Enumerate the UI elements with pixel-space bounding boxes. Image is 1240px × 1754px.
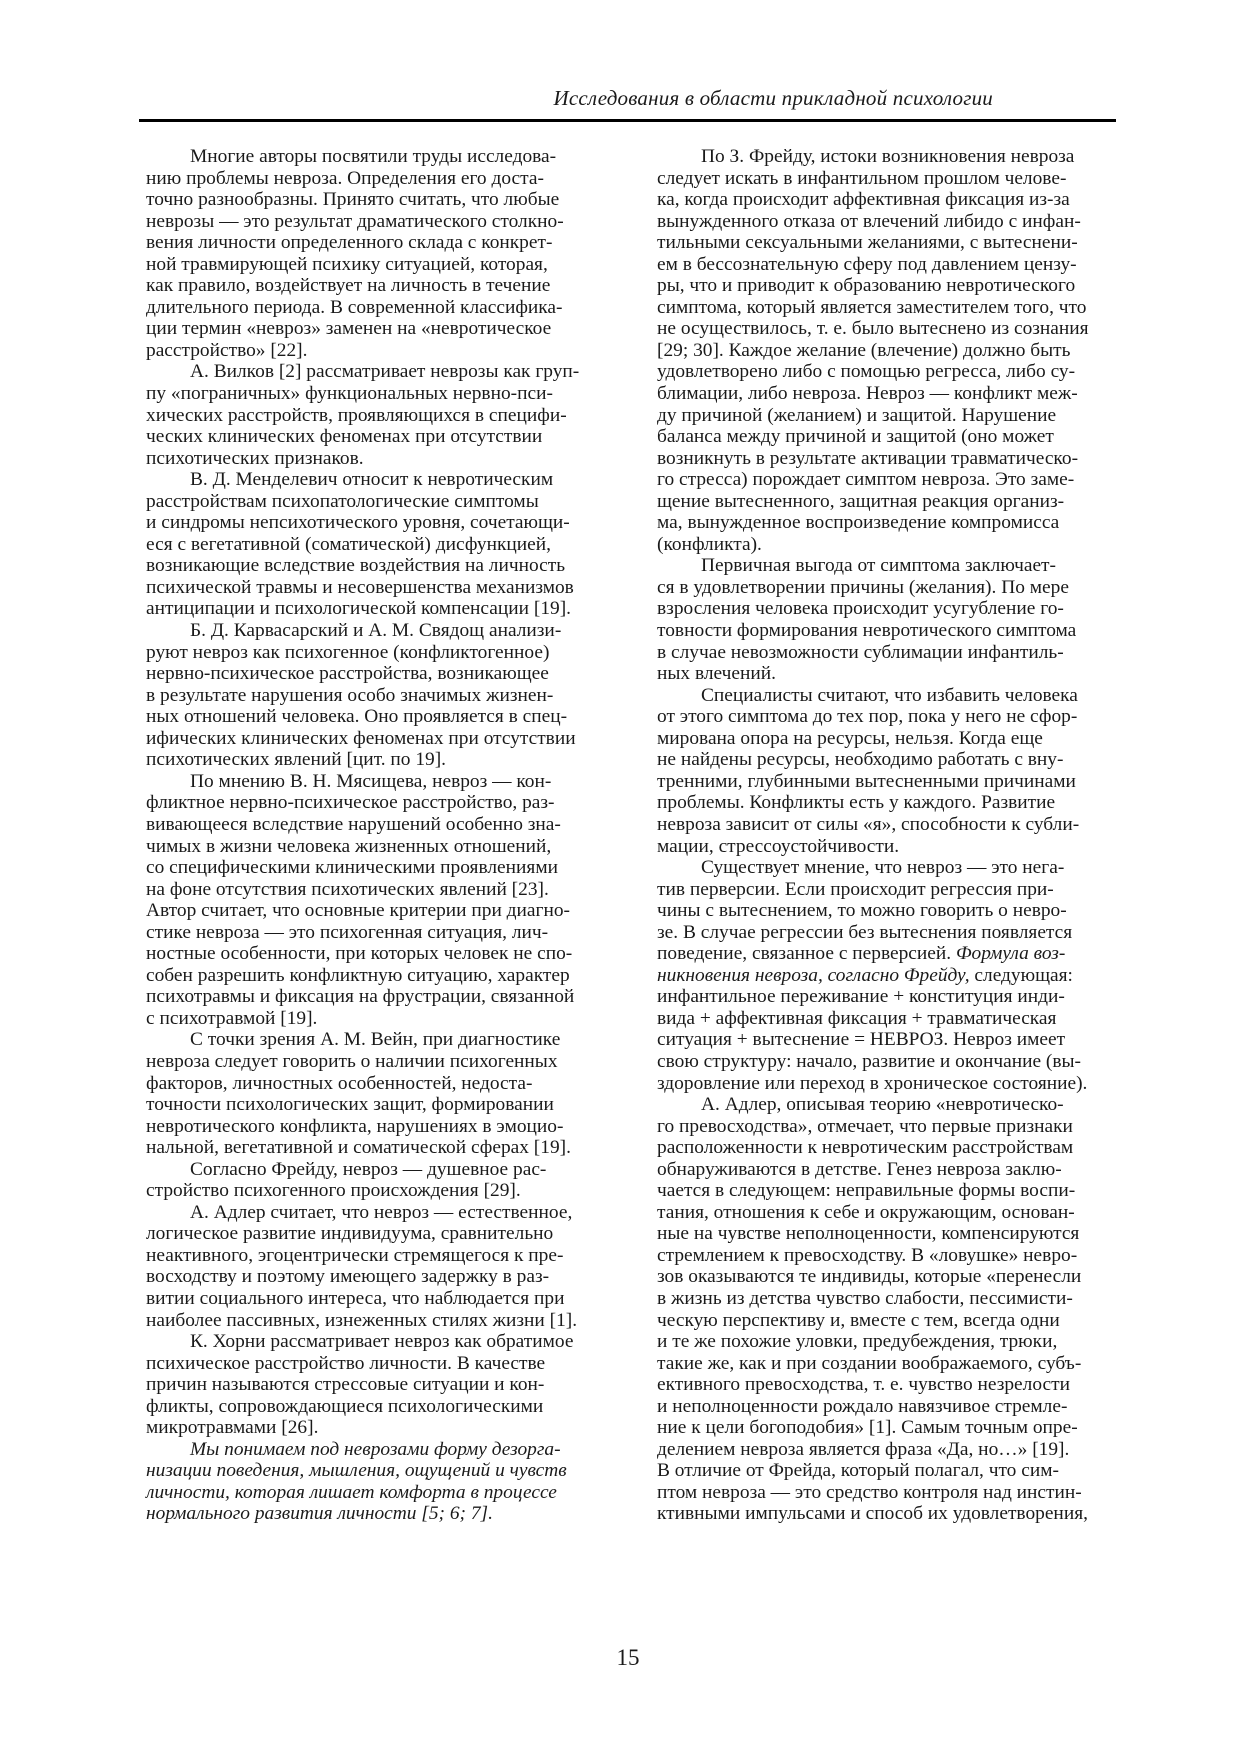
text-line: психической травмы и несовершенства механизмов bbox=[146, 576, 574, 598]
text-line: ективного превосходства, т. е. чувство незрелости bbox=[657, 1374, 1070, 1396]
paragraph bbox=[146, 1159, 603, 1202]
text-line: не найдены ресурсы, необходимо работать с вну- bbox=[657, 749, 1064, 771]
paragraph bbox=[146, 469, 603, 620]
text-line: К. Хорни рассматривает невроз как обратимое bbox=[190, 1331, 574, 1353]
text-line: А. Вилков [2] рассматривает неврозы как груп- bbox=[190, 361, 580, 383]
paragraph bbox=[657, 555, 1117, 684]
text-line: вения личности определенного склада с конкрет- bbox=[146, 232, 553, 254]
text-line: точно разнообразны. Принято считать, что любые bbox=[146, 189, 560, 211]
text-line: мации, стрессоустойчивости. bbox=[657, 835, 900, 857]
text-line: нию проблемы невроза. Определения его доста- bbox=[146, 167, 544, 189]
text-segment: поведение, связанное с перверсией. bbox=[657, 943, 956, 965]
text-line: По мнению В. Н. Мясищева, невроз — кон- bbox=[190, 770, 552, 792]
text-line: и те же похожие уловки, предубеждения, трюки, bbox=[657, 1331, 1058, 1353]
text-line: наиболее пассивных, изнеженных стилях жизни [1]. bbox=[146, 1309, 578, 1331]
text-line: стике невроза — это психогенная ситуация, лич- bbox=[146, 921, 549, 943]
text-line: невротического конфликта, нарушениях в эмоцио- bbox=[146, 1115, 564, 1137]
text-line: Существует мнение, что невроз — это нега- bbox=[701, 857, 1065, 879]
text-line: свою структуру: начало, развитие и окончание (вы- bbox=[657, 1050, 1081, 1072]
text-line: логическое развитие индивидуума, сравнительно bbox=[146, 1223, 554, 1245]
text-line: вивающееся вследствие нарушений особенно зна- bbox=[146, 813, 561, 835]
text-line: птом невроза — это средство контроля над инстин- bbox=[657, 1481, 1082, 1503]
text-line: и неполноценности рождало навязчивое стремле- bbox=[657, 1395, 1068, 1417]
text-line: следует искать в инфантильном прошлом челове- bbox=[657, 167, 1067, 189]
emphasis-text: никновения невроза, согласно Фрейду, bbox=[657, 964, 970, 986]
text-line: проблемы. Конфликты есть у каждого. Развитие bbox=[657, 792, 1056, 814]
text-line: ем в бессознательную сферу под давлением цензу- bbox=[657, 253, 1077, 275]
header-rule bbox=[139, 119, 1116, 122]
text-line: в случае невозможности сублимации инфантиль- bbox=[657, 641, 1064, 663]
text-line: от этого симптома до тех пор, пока у него не сфор- bbox=[657, 706, 1078, 728]
text-line: Первичная выгода от симптома заключает- bbox=[701, 555, 1056, 577]
text-line: тив перверсии. Если происходит регрессия при- bbox=[657, 878, 1054, 900]
text-line: тренними, глубинными вытесненными причинами bbox=[657, 770, 1076, 792]
text-line: зе. В случае регрессии без вытеснения появляется bbox=[657, 921, 1073, 943]
text-line: го стресса) порождает симптом невроза. Это заме- bbox=[657, 469, 1075, 491]
text-line: со специфическими клиническими проявлениями bbox=[146, 857, 558, 879]
page-number: 15 bbox=[616, 1645, 640, 1670]
text-line: как правило, воздействует на личность в течение bbox=[146, 275, 551, 297]
paragraph bbox=[146, 771, 603, 1030]
text-line: блимации, либо невроза. Невроз — конфликт меж- bbox=[657, 383, 1078, 405]
paragraph bbox=[146, 361, 603, 469]
text-line: здоровление или переход в хроническое состояние). bbox=[657, 1072, 1088, 1094]
text-line: чимых в жизни человека жизненных отношений, bbox=[146, 835, 552, 857]
text-line: собен разрешить конфликтную ситуацию, характер bbox=[146, 964, 570, 986]
text-line: вынужденного отказа от влечений либидо с инфан- bbox=[657, 210, 1081, 232]
text-line: фликты, сопровождающиеся психологическими bbox=[146, 1395, 544, 1417]
text-line: расстройство» [22]. bbox=[146, 339, 308, 361]
text-line: вида + аффективная фиксация + травматическая bbox=[657, 1007, 1057, 1029]
text-line: фликтное нервно-психическое расстройство, раз- bbox=[146, 792, 555, 814]
text-line: психическое расстройство личности. В качестве bbox=[146, 1352, 546, 1374]
text-line: микротравмами [26]. bbox=[146, 1417, 319, 1439]
text-line: баланса между причиной и защитой (оно может bbox=[657, 426, 1054, 448]
text-line: тания, отношения к себе и окружающим, основан- bbox=[657, 1201, 1075, 1223]
text-line: Мы понимаем под неврозами форму дезорга- bbox=[190, 1438, 561, 1460]
text-line: инфантильное переживание + конституция инди- bbox=[657, 986, 1065, 1008]
text-line: нормального развития личности [5; 6; 7]. bbox=[146, 1503, 493, 1525]
text-line: витии социального интереса, что наблюдается при bbox=[146, 1287, 565, 1309]
paragraph bbox=[657, 685, 1117, 857]
text-line: щение вытесненного, защитная реакция организ- bbox=[657, 490, 1065, 512]
text-line: ной травмирующей психику ситуацией, которая, bbox=[146, 253, 548, 275]
text-line: с психотравмой [19]. bbox=[146, 1007, 318, 1029]
text-line: в результате нарушения особо значимых жизнен- bbox=[146, 684, 554, 706]
text-line: расстройствам психопатологические симптомы bbox=[146, 490, 539, 512]
text-line: хических расстройств, проявляющихся в специфи- bbox=[146, 404, 567, 426]
text-line: чается в следующем: неправильные формы воспи- bbox=[657, 1180, 1076, 1202]
text-line: стремлением к превосходству. В «ловушке» невро- bbox=[657, 1244, 1078, 1266]
text-line: антиципации и психологической компенсации [19]. bbox=[146, 598, 572, 620]
text-line: на фоне отсутствия психотических явлений [23]. bbox=[146, 878, 549, 900]
text-line: в жизнь из детства чувство слабости, пессимисти- bbox=[657, 1287, 1073, 1309]
text-line: В. Д. Менделевич относит к невротическим bbox=[190, 469, 554, 491]
text-line: Автор считает, что основные критерии при диагно- bbox=[146, 900, 570, 922]
paragraph bbox=[657, 146, 1117, 555]
text-line: ческую перспективу и, вместе с тем, всегда одни bbox=[657, 1309, 1060, 1331]
text-line: неврозы — это результат драматического столкно- bbox=[146, 210, 564, 232]
text-line: личности, которая лишает комфорта в процессе bbox=[146, 1481, 557, 1503]
text-line: ностные особенности, при которых человек не спо- bbox=[146, 943, 573, 965]
text-line: невроза зависит от силы «я», способности к субли- bbox=[657, 813, 1080, 835]
text-line: такие же, как и при создании воображаемого, субъ- bbox=[657, 1352, 1082, 1374]
text-line: тильными сексуальными желаниями, с вытеснени- bbox=[657, 232, 1078, 254]
text-line: обнаруживаются в детстве. Генез невроза заклю- bbox=[657, 1158, 1062, 1180]
text-line: ма, вынужденное воспроизведение компромисса bbox=[657, 512, 1060, 534]
text-line: удовлетворено либо с помощью регресса, либо су- bbox=[657, 361, 1076, 383]
text-line: Специалисты считают, что избавить человека bbox=[701, 684, 1078, 706]
right-column bbox=[657, 146, 1117, 1525]
paragraph bbox=[657, 1094, 1117, 1525]
text-line: А. Адлер считает, что невроз — естественное, bbox=[190, 1201, 573, 1223]
text-line: симптома, который является заместителем того, что bbox=[657, 296, 1087, 318]
text-line: ции термин «невроз» заменен на «невротическое bbox=[146, 318, 552, 340]
text-line: нервно-психическое расстройства, возникающее bbox=[146, 663, 549, 685]
text-line: невроза следует говорить о наличии психогенных bbox=[146, 1050, 558, 1072]
text-line: психотравмы и фиксация на фрустрации, связанной bbox=[146, 986, 575, 1008]
text-line: и синдромы непсихотического уровня, сочетающи- bbox=[146, 512, 570, 534]
text-line: ных отношений человека. Оно проявляется в спец- bbox=[146, 706, 568, 728]
text-line: ифических клинических феноменах при отсутствии bbox=[146, 727, 576, 749]
text-line: расположенности к невротическим расстройствам bbox=[657, 1137, 1074, 1159]
text-line: восходству и поэтому имеющего задержку в раз- bbox=[146, 1266, 550, 1288]
text-line: ся в удовлетворении причины (желания). По мере bbox=[657, 576, 1069, 598]
text-line bbox=[657, 943, 1117, 965]
paragraph bbox=[146, 1029, 603, 1158]
text-line: С точки зрения А. М. Вейн, при диагностике bbox=[190, 1029, 561, 1051]
paragraph bbox=[146, 146, 603, 361]
text-line: чины с вытеснением, то можно говорить о невро- bbox=[657, 900, 1067, 922]
text-line: факторов, личностных особенностей, недоста- bbox=[146, 1072, 533, 1094]
paragraph bbox=[657, 857, 1117, 1094]
text-line: Многие авторы посвятили труды исследова- bbox=[190, 146, 557, 167]
text-line bbox=[657, 965, 1117, 987]
text-line: длительного периода. В современной классифика- bbox=[146, 296, 563, 318]
text-line: зов оказываются те индивиды, которые «перенесли bbox=[657, 1266, 1082, 1288]
text-line: точности психологических защит, формировании bbox=[146, 1094, 554, 1116]
text-line: ры, что и приводит к образованию невротического bbox=[657, 275, 1076, 297]
text-line: Б. Д. Карвасарский и А. М. Свядощ анализи- bbox=[190, 620, 562, 642]
journal-section-title: Исследования в области прикладной психологии bbox=[553, 86, 993, 110]
text-line: го превосходства», отмечает, что первые признаки bbox=[657, 1115, 1073, 1137]
text-line: ные на чувстве неполноценности, компенсируются bbox=[657, 1223, 1080, 1245]
left-column bbox=[146, 146, 603, 1525]
text-line: причин называются стрессовые ситуации и кон- bbox=[146, 1374, 545, 1396]
text-line: ктивными импульсами и способ их удовлетворения, bbox=[657, 1503, 1088, 1525]
text-line: возникнуть в результате активации травматическо- bbox=[657, 447, 1079, 469]
text-line: неактивного, эгоцентрически стремящегося к пре- bbox=[146, 1244, 564, 1266]
text-line: психотических признаков. bbox=[146, 447, 364, 469]
text-line: ситуация + вытеснение = НЕВРОЗ. Невроз имеет bbox=[657, 1029, 1066, 1051]
text-line: руют невроз как психогенное (конфликтогенное) bbox=[146, 641, 550, 663]
text-line: взросления человека происходит усугубление го- bbox=[657, 598, 1064, 620]
text-line: нальной, вегетативной и соматической сферах [19]. bbox=[146, 1137, 571, 1159]
text-line: пу «пограничных» функциональных нервно-пси- bbox=[146, 383, 553, 405]
text-line: делением невроза является фраза «Да, но…» [19]. bbox=[657, 1438, 1070, 1460]
paragraph bbox=[146, 1331, 603, 1439]
text-line: ческих клинических феноменах при отсутствии bbox=[146, 426, 543, 448]
text-line: товности формирования невротического симптома bbox=[657, 620, 1077, 642]
text-line: [29; 30]. Каждое желание (влечение) должно быть bbox=[657, 339, 1071, 361]
text-line: не осуществилось, т. е. было вытеснено из сознания bbox=[657, 318, 1089, 340]
text-segment: следующая: bbox=[969, 964, 1073, 986]
text-line: психотических явлений [цит. по 19]. bbox=[146, 749, 447, 771]
text-line: (конфликта). bbox=[657, 533, 762, 555]
text-line: По З. Фрейду, истоки возникновения невроза bbox=[701, 146, 1075, 167]
text-line: низации поведения, мышления, ощущений и чувств bbox=[146, 1460, 567, 1482]
text-line: А. Адлер, описывая теорию «невротическо- bbox=[701, 1094, 1064, 1116]
text-line: возникающие вследствие воздействия на личность bbox=[146, 555, 566, 577]
text-line: стройство психогенного происхождения [29]. bbox=[146, 1180, 521, 1202]
paragraph bbox=[146, 1439, 603, 1525]
text-line: ние к цели богоподобия» [1]. Самым точным опре- bbox=[657, 1417, 1078, 1439]
text-line: ду причиной (желанием) и защитой. Нарушение bbox=[657, 404, 1057, 426]
text-line: ных влечений. bbox=[657, 663, 776, 685]
emphasis-text: Формула воз- bbox=[955, 943, 1066, 965]
text-line: мирована опора на ресурсы, нельзя. Когда еще bbox=[657, 727, 1043, 749]
text-line: Согласно Фрейду, невроз — душевное рас- bbox=[190, 1158, 547, 1180]
running-header bbox=[150, 86, 1116, 111]
text-line: ка, когда происходит аффективная фиксация из-за bbox=[657, 189, 1070, 211]
paragraph bbox=[146, 620, 603, 771]
paragraph bbox=[146, 1202, 603, 1331]
text-line: В отличие от Фрейда, который полагал, что сим- bbox=[657, 1460, 1059, 1482]
text-line: еся с вегетативной (соматической) дисфункцией, bbox=[146, 533, 551, 555]
